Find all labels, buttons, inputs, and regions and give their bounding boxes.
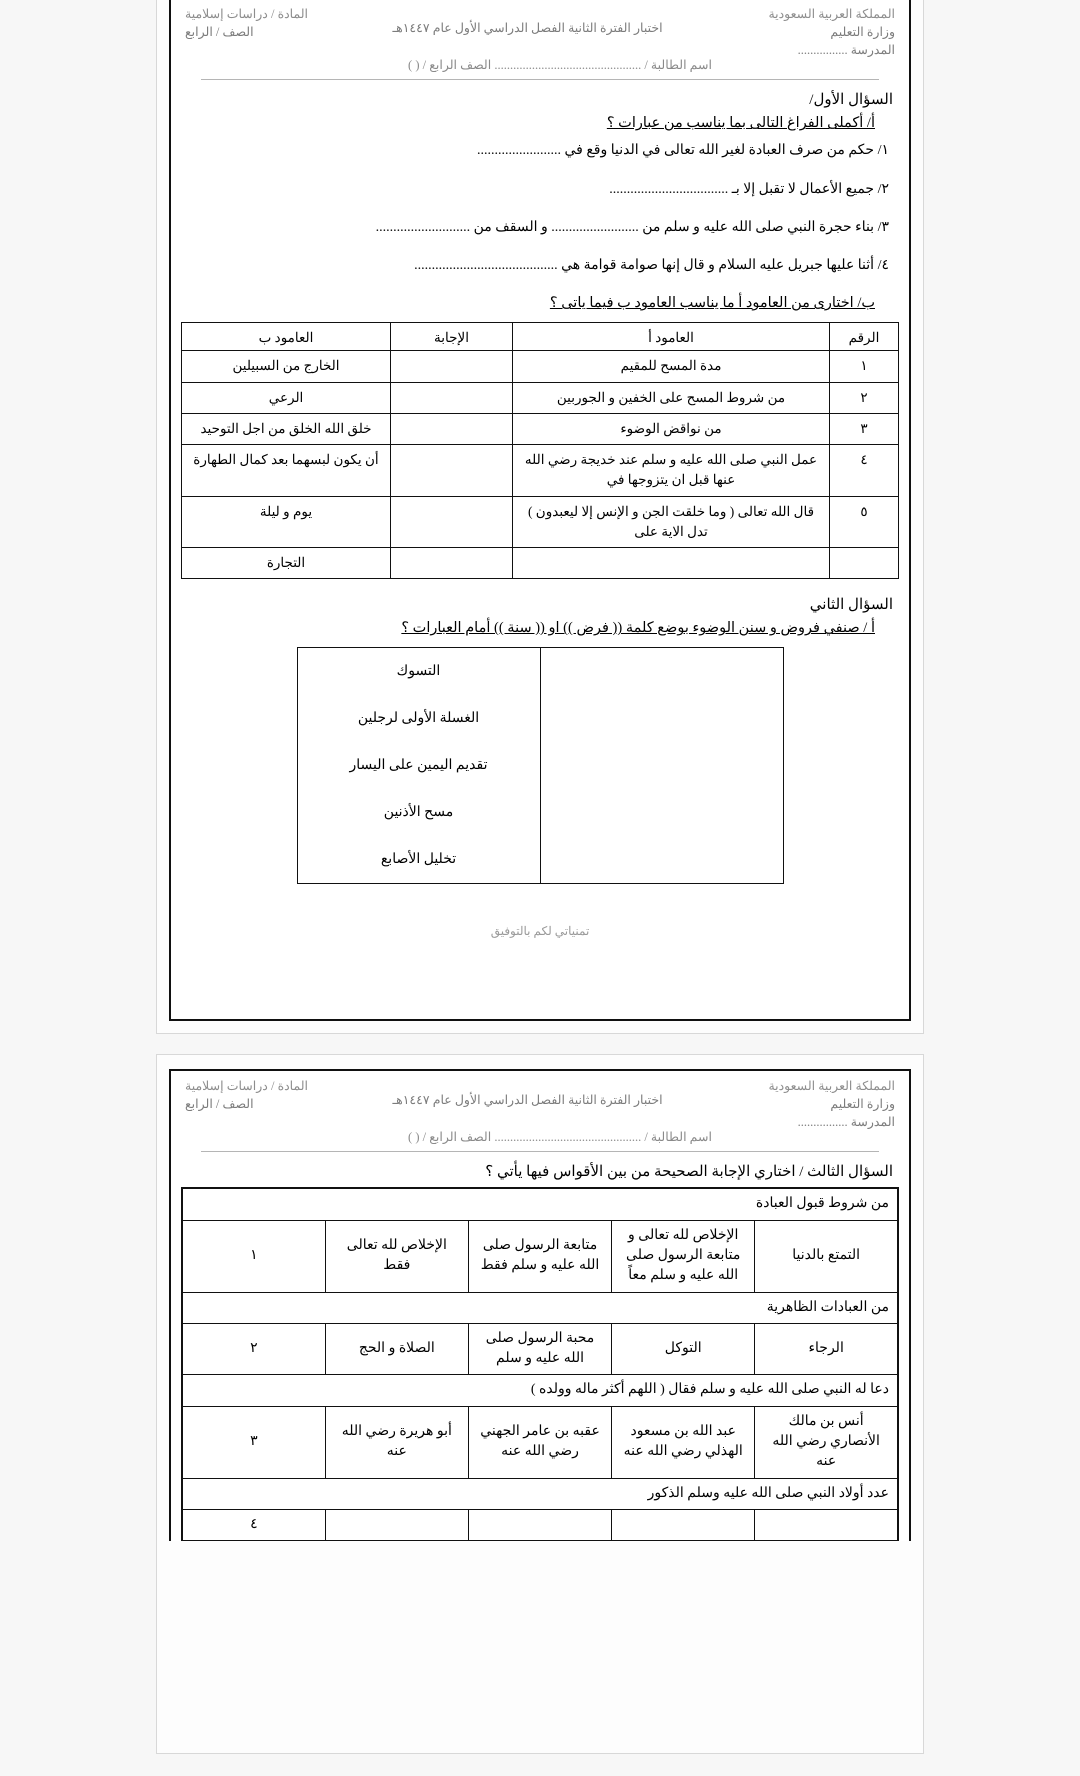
row-5-answer[interactable] <box>391 496 513 548</box>
mcq-3-num: ٣ <box>182 1406 325 1478</box>
header-right-block-2 <box>720 1077 895 1131</box>
table-row <box>182 496 899 548</box>
header-ministry: وزارة التعليم <box>830 25 895 40</box>
mcq-1-option-b[interactable]: متابعة الرسول صلى الله عليه و سلم فقط <box>468 1220 611 1292</box>
mcq-3-option-c[interactable]: عبد الله بن مسعود الهذلي رضي الله عنه <box>612 1406 755 1478</box>
mcq-stem-3: دعا له النبي صلى الله عليه و سلم فقال ( اللهم أكثر ماله وولده ) <box>182 1375 898 1406</box>
table-row <box>182 1406 898 1478</box>
row-6-col-a <box>513 548 830 579</box>
mcq-1-option-c[interactable]: الإخلاص لله تعالى و متابعة الرسول صلى الله عليه و سلم معاً <box>612 1220 755 1292</box>
row-3-col-a: من نواقض الوضوء <box>513 413 830 444</box>
mcq-4-option-a[interactable] <box>325 1509 468 1540</box>
matching-table <box>181 322 899 579</box>
page-1-header <box>181 5 899 59</box>
classify-answer-1[interactable] <box>540 648 783 696</box>
row-6-answer[interactable] <box>391 548 513 579</box>
header-country-2: المملكة العربية السعودية <box>768 1079 895 1093</box>
mcq-3-option-a[interactable]: أبو هريرة رضي الله عنه <box>325 1406 468 1478</box>
list-item <box>297 789 783 836</box>
row-5-col-a: قال الله تعالى ( وما خلقت الجن و الإنس إلا ليعبدون ) تدل الاية على <box>513 496 830 548</box>
row-3-col-b: خلق الله الخلق من اجل التوحيد <box>182 413 391 444</box>
q1-item-1: ١/ حكم من صرف العبادة لغير الله تعالى في الدنيا وقع في ........................ <box>476 143 889 159</box>
mcq-2-option-b[interactable]: محبة الرسول صلى الله عليه و سلم <box>468 1323 611 1375</box>
header-grade: الصف / الرابع <box>185 25 254 40</box>
mcq-2-option-a[interactable]: الصلاة و الحج <box>325 1323 468 1375</box>
mcq-stem-row <box>182 1478 898 1509</box>
classify-item-4: مسح الأذنين <box>297 789 540 836</box>
mcq-stem-2: من العبادات الظاهرية <box>182 1292 898 1323</box>
row-6-col-b: التجارة <box>182 548 391 579</box>
mcq-stem-1: من شروط قبول العبادة <box>182 1188 898 1220</box>
table-row <box>182 1509 898 1540</box>
student-name-row <box>181 57 899 73</box>
question-1-part-a-title: أ/ أكملى الفراغ التالى بما يناسب من عبارات ؟ <box>606 115 875 132</box>
list-item <box>297 742 783 789</box>
row-4-col-b: أن يكون لبسهما بعد كمال الطهارة <box>182 445 391 497</box>
header-country: المملكة العربية السعودية <box>768 7 895 21</box>
good-luck-note: تمنياتي لكم بالتوفيق <box>490 924 590 939</box>
header-center-block <box>392 5 662 37</box>
list-item <box>297 836 783 884</box>
page-2-header <box>181 1077 899 1131</box>
q1-item-2: ٢/ جميع الأعمال لا تقبل إلا بـ .................................. <box>609 181 889 197</box>
mcq-stem-row <box>182 1188 898 1220</box>
mcq-1-option-a[interactable]: الإخلاص لله تعالى فقط <box>325 1220 468 1292</box>
exam-page-2 <box>156 1054 924 1754</box>
question-2-block <box>181 595 899 884</box>
row-2-num: ٢ <box>830 382 899 413</box>
list-item <box>297 648 783 696</box>
classify-item-3: تقديم اليمين على اليسار <box>297 742 540 789</box>
row-4-num: ٤ <box>830 445 899 497</box>
row-1-answer[interactable] <box>391 351 513 382</box>
question-3-title: السؤال الثالث / اختاري الإجابة الصحيحة من بين الأقواس فيها يأتي ؟ <box>485 1164 893 1181</box>
mcq-4-num: ٤ <box>182 1509 325 1540</box>
row-1-num: ١ <box>830 351 899 382</box>
header-divider-2 <box>201 1151 879 1152</box>
header-left-block-2 <box>185 1077 335 1113</box>
table-row <box>182 548 899 579</box>
row-3-num: ٣ <box>830 413 899 444</box>
header-left-block <box>185 5 335 41</box>
mcq-table <box>181 1187 899 1541</box>
mcq-stem-row <box>182 1292 898 1323</box>
classify-item-1: التسوك <box>297 648 540 696</box>
classify-item-2: الغسلة الأولى لرجلين <box>297 695 540 742</box>
header-center-block-2 <box>392 1077 662 1109</box>
table-row <box>182 413 899 444</box>
question-2-part-a-title: أ / صنفي فروض و سنن الوضوء بوضع كلمة (( فرض )) او (( سنة )) أمام العبارات ؟ <box>401 620 875 637</box>
header-grade-2: الصف / الرابع <box>185 1097 254 1112</box>
classify-item-5: تخليل الأصابع <box>297 836 540 884</box>
th-col-b: العامود ب <box>182 323 391 351</box>
th-num: الرقم <box>830 323 899 351</box>
student-name-label: اسم الطالبة / ............................................... <box>494 58 712 73</box>
table-row <box>182 445 899 497</box>
row-2-col-b: الرعي <box>182 382 391 413</box>
mcq-3-option-b[interactable]: عقبه بن عامر الجهني رضي الله عنه <box>468 1406 611 1478</box>
mcq-2-option-d[interactable]: الرجاء <box>755 1323 898 1375</box>
header-school-2: المدرسة ................ <box>797 1115 895 1130</box>
th-answer: الإجابة <box>391 323 513 351</box>
q1-item-3: ٣/ بناء حجرة النبي صلى الله عليه و سلم من ......................... و السقف من ........................... <box>375 219 889 235</box>
row-5-num: ٥ <box>830 496 899 548</box>
table-row <box>182 1220 898 1292</box>
question-1-title: السؤال الأول/ <box>809 92 893 109</box>
row-2-col-a: من شروط المسح على الخفين و الجوربين <box>513 382 830 413</box>
classify-answer-5[interactable] <box>540 836 783 884</box>
list-item <box>297 695 783 742</box>
mcq-4-option-d[interactable] <box>755 1509 898 1540</box>
header-exam-title-2: اختبار الفترة الثانية الفصل الدراسي الأول عام ١٤٤٧هـ <box>392 1093 663 1107</box>
classify-table <box>297 647 784 884</box>
table-row <box>182 1323 898 1375</box>
mcq-stem-4: عدد أولاد النبي صلى الله عليه وسلم الذكور <box>182 1478 898 1509</box>
row-4-answer[interactable] <box>391 445 513 497</box>
row-3-answer[interactable] <box>391 413 513 444</box>
classify-answer-3[interactable] <box>540 742 783 789</box>
classify-answer-4[interactable] <box>540 789 783 836</box>
page-2-frame <box>169 1069 911 1541</box>
mcq-3-option-d[interactable]: أنس بن مالك الأنصاري رضي الله عنه <box>755 1406 898 1478</box>
mcq-2-option-c[interactable]: التوكل <box>612 1323 755 1375</box>
mcq-2-num: ٢ <box>182 1323 325 1375</box>
matching-table-header-row <box>182 323 899 351</box>
classify-answer-2[interactable] <box>540 695 783 742</box>
header-exam-title: اختبار الفترة الثانية الفصل الدراسي الأول عام ١٤٤٧هـ <box>392 21 663 35</box>
table-row <box>182 382 899 413</box>
header-subject-2: المادة / دراسات إسلامية <box>185 1079 308 1093</box>
header-school: المدرسة ................ <box>797 43 895 58</box>
mcq-1-option-d[interactable]: التمتع بالدنيا <box>755 1220 898 1292</box>
mcq-stem-row <box>182 1375 898 1406</box>
page-1-frame <box>169 0 911 1021</box>
th-col-a: العامود أ <box>513 323 830 351</box>
row-1-col-a: مدة المسح للمقيم <box>513 351 830 382</box>
mcq-4-option-c[interactable] <box>612 1509 755 1540</box>
mcq-4-option-b[interactable] <box>468 1509 611 1540</box>
q1-item-4: ٤/ أثنا عليها جبريل عليه السلام و قال إنها صوامة قوامة هي ......................................... <box>414 257 889 273</box>
student-name-row-2 <box>181 1129 899 1145</box>
header-subject: المادة / دراسات إسلامية <box>185 7 308 21</box>
row-1-col-b: الخارج من السبيلين <box>182 351 391 382</box>
question-2-title: السؤال الثاني <box>809 597 893 614</box>
row-6-num <box>830 548 899 579</box>
exam-page-1 <box>156 0 924 1034</box>
header-right-block <box>720 5 895 59</box>
class-label-2: الصف الرابع / ( ) <box>408 1130 492 1145</box>
row-5-col-b: يوم و ليلة <box>182 496 391 548</box>
header-divider <box>201 79 879 80</box>
student-name-label-2: اسم الطالبة / ............................................... <box>494 1130 712 1145</box>
mcq-1-num: ١ <box>182 1220 325 1292</box>
row-2-answer[interactable] <box>391 382 513 413</box>
question-1-part-b-title: ب/ اختارى من العامود أ ما يناسب العامود ب فيما ياتى ؟ <box>549 295 875 312</box>
header-ministry-2: وزارة التعليم <box>830 1097 895 1112</box>
row-4-col-a: عمل النبي صلى الله عليه و سلم عند خديجة رضي الله عنها قبل ان يتزوجها في <box>513 445 830 497</box>
table-row <box>182 351 899 382</box>
class-label: الصف الرابع / ( ) <box>408 58 492 73</box>
